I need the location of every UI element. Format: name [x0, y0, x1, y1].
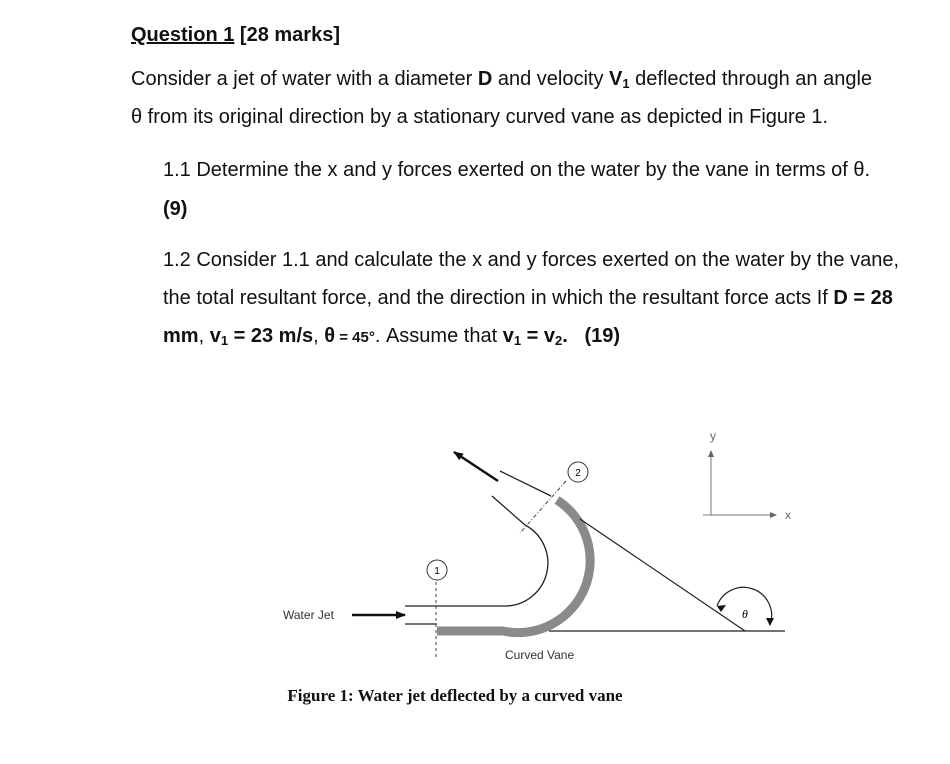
- jet-inner-curve: [506, 525, 548, 606]
- assume-text: . Assume that: [374, 325, 503, 347]
- figure-diagram: [270, 420, 800, 670]
- deflection-line: [580, 519, 745, 631]
- figure-caption: Figure 1: Water jet deflected by a curved vane: [287, 686, 623, 705]
- q12-line-2: [163, 286, 893, 310]
- intro-line-1: [131, 67, 872, 93]
- q12-text-a: the total resultant force, and the direction in which the resultant force acts If: [163, 287, 834, 309]
- section-2-line: [520, 481, 566, 533]
- curved-vane: [437, 500, 590, 633]
- question-marks: [28 marks]: [239, 24, 340, 46]
- section-2-label: 2: [575, 468, 581, 479]
- symbol-d: D: [477, 68, 493, 90]
- question-title: Question 1: [131, 24, 235, 46]
- symbol-v1: V1: [609, 68, 630, 91]
- q11-text: 1.1 Determine the x and y forces exerted on the water by the vane in terms of θ.: [163, 159, 871, 181]
- q12-line-1: 1.2 Consider 1.1 and calculate the x and y forces exerted on the water by the vane,: [163, 249, 900, 271]
- given-d-unit: mm: [163, 325, 199, 347]
- q12-line-3: mm, v1 = 23 m/s, θ = 45°. Assume that v1 = v2. (19): [163, 325, 621, 348]
- section-1-label: 1: [434, 566, 440, 577]
- given-v1: v1 = 23 m/s: [209, 325, 314, 348]
- q11-marks: (9): [163, 198, 188, 220]
- x-axis-label: x: [785, 508, 791, 522]
- intro-text-a: Consider a jet of water with a diameter: [131, 68, 478, 90]
- given-d: D = 28: [833, 287, 893, 309]
- exit-arrow: [454, 452, 498, 481]
- y-axis-label: y: [710, 429, 716, 443]
- jet-exit-outer: [500, 471, 551, 496]
- water-jet-label: Water Jet: [283, 608, 334, 622]
- intro-text-c: deflected through an angle: [629, 68, 873, 90]
- curved-vane-label: Curved Vane: [505, 648, 575, 662]
- intro-line-2: θ from its original direction by a stationary curved vane as depicted in Figure 1.: [131, 106, 829, 128]
- jet-exit-inner: [492, 496, 525, 525]
- angle-arrowhead-right: [766, 618, 774, 626]
- intro-text-b: and velocity: [492, 68, 610, 90]
- given-theta: θ = 45°: [324, 325, 375, 347]
- angle-label: θ: [742, 607, 748, 621]
- q12-marks: (19): [584, 325, 621, 347]
- question-heading: [131, 24, 340, 47]
- angle-arrowhead-left: [717, 605, 726, 612]
- assume-eq: v1 = v2.: [502, 325, 568, 348]
